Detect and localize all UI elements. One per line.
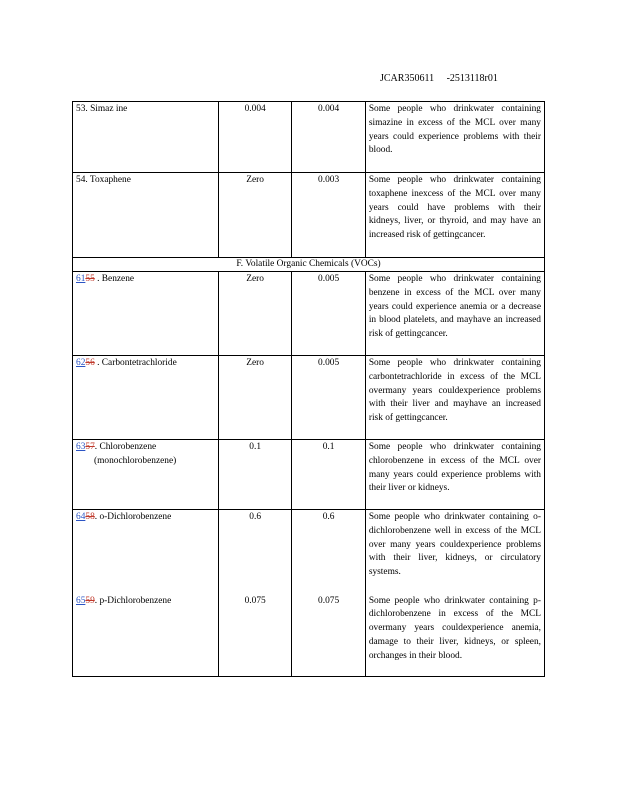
table-row (73, 272, 545, 356)
health-effects: Some people who drinkwater containing toxaphene inexcess of the MCL over many years could have problems with their kidneys, liver, or thyroid, and may have an increased risk of gettingcancer. (365, 173, 544, 258)
section-title: F. Volatile Organic Chemicals (VOCs) (73, 258, 545, 272)
inserted-number: 63 (76, 442, 86, 452)
inserted-number: 61 (76, 274, 86, 284)
deleted-number: 55 (85, 274, 95, 284)
contaminant-name (73, 594, 219, 677)
contaminant-label: p-Dichlorobenzene (97, 595, 172, 606)
table-row (73, 440, 545, 510)
deleted-number: 59 (85, 595, 95, 606)
number-separator: . (94, 595, 98, 606)
table-row (73, 102, 545, 173)
mclg-value: Zero (218, 272, 291, 356)
mcl-value: 0.005 (292, 356, 365, 440)
number-separator: . (94, 274, 100, 284)
deleted-number: 58 (85, 512, 95, 522)
mcl-value: 0.004 (292, 102, 365, 173)
health-effects: Some people who drinkwater containing carbontetrachloride in excess of the MCL overmany years couldexperience problems with their liver and mayhave an increased risk of gettingcancer. (365, 356, 544, 440)
table-row (73, 356, 545, 440)
inserted-number: 64 (76, 512, 86, 522)
contaminant-name: 53. Simaz ine (73, 102, 219, 173)
health-effects: Some people who drinkwater containing chlorobenzene in excess of the MCL over many years could experience problems with their liver or kidneys. (365, 440, 544, 510)
mclg-value: 0.1 (218, 440, 291, 510)
mcl-value: 0.1 (292, 440, 365, 510)
mclg-value: 0.075 (218, 594, 291, 677)
contaminant-name (73, 356, 219, 440)
inserted-number: 65 (76, 595, 86, 606)
contaminant-name (73, 510, 219, 594)
document-id-header: JCAR350611 -2513118r01 (380, 73, 498, 84)
contaminant-label: Benzene (99, 274, 135, 284)
deleted-number: 56 (85, 358, 95, 368)
contaminant-label: Chlorobenzene (97, 442, 157, 452)
health-effects: Some people who drinkwater containing benzene in excess of the MCL over many years could experience anemia or a decrease in blood platelets, and mayhave an increased risk of gettingcancer. (365, 272, 544, 356)
contaminant-table (72, 101, 545, 677)
section-row (73, 258, 545, 272)
mcl-value: 0.075 (292, 594, 365, 677)
mcl-value: 0.6 (292, 510, 365, 594)
contaminant-name: 54. Toxaphene (73, 173, 219, 258)
number-separator: . (94, 442, 98, 452)
mcl-value: 0.005 (292, 272, 365, 356)
contaminant-label: o-Dichlorobenzene (97, 512, 172, 522)
mcl-value: 0.003 (292, 173, 365, 258)
contaminant-name (73, 272, 219, 356)
mclg-value: 0.004 (218, 102, 291, 173)
inserted-number: 62 (76, 358, 86, 368)
contaminant-name (73, 440, 219, 510)
health-effects: Some people who drinkwater containing simazine in excess of the MCL over many years could experience problems with their blood. (365, 102, 544, 173)
mclg-value: 0.6 (218, 510, 291, 594)
health-effects: Some people who drinkwater containing p-dichlorobenzene in excess of the MCL overmany years couldexperience anemia, damage to their liver, kidneys, or spleen, orchanges in their blood. (365, 594, 544, 677)
health-effects: Some people who drinkwater containing o-dichlorobenzene well in excess of the MCL over many years couldexperience problems with their liver, kidneys, or circulatory systems. (365, 510, 544, 594)
deleted-number: 57 (85, 442, 95, 452)
table-row (73, 510, 545, 594)
contaminant-alt-name: (monochlorobenzene) (94, 455, 177, 466)
number-separator: . (94, 358, 100, 368)
mclg-value: Zero (218, 173, 291, 258)
number-separator: . (94, 512, 98, 522)
contaminant-label: Carbontetrachloride (99, 358, 177, 368)
table-row (73, 594, 545, 677)
table-row (73, 173, 545, 258)
mclg-value: Zero (218, 356, 291, 440)
